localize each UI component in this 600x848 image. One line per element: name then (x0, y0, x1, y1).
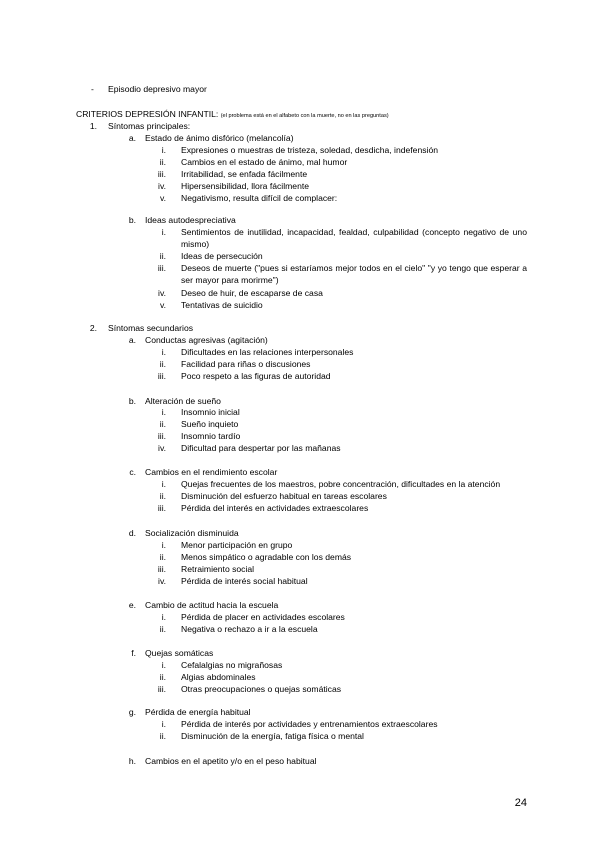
list-item: Pérdida de interés por actividades y entrenamientos extraescolares (181, 719, 438, 729)
list-marker: i. (161, 479, 166, 489)
list-item: Insomnio inicial (181, 407, 240, 417)
list-item: Tentativas de suicidio (181, 300, 263, 310)
list-item: Retraimiento social (181, 564, 255, 574)
s2a-title: Conductas agresivas (agitación) (145, 335, 268, 345)
list-item: Dificultades en las relaciones interpersonales (181, 347, 354, 357)
list-marker: ii. (159, 157, 166, 167)
section-1-title: Síntomas principales: (108, 121, 191, 131)
s2g-title: Pérdida de energía habitual (145, 707, 251, 717)
list-item: Sentimientos de inutilidad, incapacidad, fealdad, culpabilidad (concepto negativo de uno mismo) (181, 227, 527, 249)
intro-text: Episodio depresivo mayor (108, 84, 207, 94)
list-item: Irritabilidad, se enfada fácilmente (181, 169, 308, 179)
list-marker: ii. (159, 731, 166, 741)
list-marker: i. (161, 540, 166, 550)
list-marker: ii. (159, 359, 166, 369)
list-item: Dificultad para despertar por las mañanas (181, 443, 341, 453)
list-marker: v. (159, 193, 166, 203)
list-marker: iii. (157, 503, 166, 513)
s1b-marker: b. (128, 215, 136, 225)
list-item: Cambios en el estado de ánimo, mal humor (181, 157, 348, 167)
list-item: Negativa o rechazo a ir a la escuela (181, 624, 318, 634)
list-item: Deseo de huir, de escaparse de casa (181, 288, 323, 298)
list-item: Pérdida de interés social habitual (181, 576, 308, 586)
list-item: Sueño inquieto (181, 419, 239, 429)
list-marker: iv. (158, 288, 166, 298)
s2c-marker: c. (129, 467, 136, 477)
intro-marker: - (91, 84, 94, 94)
list-item: Otras preocupaciones o quejas somáticas (181, 684, 342, 694)
list-marker: i. (161, 719, 166, 729)
s2b-title: Alteración de sueño (145, 396, 221, 406)
list-marker: iii. (157, 169, 166, 179)
section-2-title: Síntomas secundarios (108, 323, 194, 333)
list-marker: iii. (157, 564, 166, 574)
criteria-note: (el problema está en el alfabeto con la muerte, no en las preguntas) (220, 113, 389, 119)
s2e-marker: e. (128, 600, 136, 610)
s2f-title: Quejas somáticas (145, 648, 214, 658)
list-marker: i. (161, 660, 166, 670)
list-marker: iv. (158, 181, 166, 191)
list-marker: ii. (159, 624, 166, 634)
list-marker: i. (161, 145, 166, 155)
list-item: Poco respeto a las figuras de autoridad (181, 371, 331, 381)
s2g-marker: g. (128, 707, 136, 717)
section-2-marker: 2. (89, 323, 97, 333)
list-marker: ii. (159, 552, 166, 562)
list-item: Expresiones o muestras de tristeza, soledad, desdicha, indefensión (181, 145, 439, 155)
s1a-marker: a. (128, 133, 136, 143)
s2c-title: Cambios en el rendimiento escolar (145, 467, 278, 477)
s2h-title: Cambios en el apetito y/o en el peso habitual (145, 756, 317, 766)
list-item: Pérdida del interés en actividades extraescolares (181, 503, 369, 513)
list-marker: ii. (159, 419, 166, 429)
list-marker: iv. (158, 443, 166, 453)
list-item: Ideas de persecución (181, 251, 263, 261)
s2b-marker: b. (128, 396, 136, 406)
list-marker: i. (161, 227, 166, 237)
list-item: Pérdida de placer en actividades escolares (181, 612, 345, 622)
list-marker: ii. (159, 672, 166, 682)
list-item: Cefalalgias no migrañosas (181, 660, 283, 670)
s2e-title: Cambio de actitud hacia la escuela (145, 600, 279, 610)
list-item: Negativismo, resulta difícil de complacer: (181, 193, 338, 203)
list-item: Insomnio tardío (181, 431, 241, 441)
criteria-title: CRITERIOS DEPRESIÓN INFANTIL: (76, 109, 219, 119)
s1a-title: Estado de ánimo disfórico (melancolía) (145, 133, 294, 143)
list-item: Hipersensibilidad, llora fácilmente (181, 181, 310, 191)
list-item: Facilidad para riñas o discusiones (181, 359, 311, 369)
list-item: Quejas frecuentes de los maestros, pobre concentración, dificultades en la atención (181, 479, 501, 489)
list-item: Disminución del esfuerzo habitual en tareas escolares (181, 491, 387, 501)
s2h-marker: h. (128, 756, 136, 766)
s2d-marker: d. (128, 528, 136, 538)
list-marker: iii. (157, 371, 166, 381)
list-item: Deseos de muerte ("pues si estaríamos mejor todos en el cielo" "y yo tengo que esperar a ser mayor para morirme") (181, 263, 527, 285)
s1b-title: Ideas autodespreciativa (145, 215, 236, 225)
list-marker: ii. (159, 251, 166, 261)
list-marker: iii. (157, 431, 166, 441)
list-item: Menor participación en grupo (181, 540, 293, 550)
list-marker: iii. (157, 684, 166, 694)
page-number: 24 (514, 797, 527, 809)
list-marker: v. (159, 300, 166, 310)
list-item: Disminución de la energía, fatiga física o mental (181, 731, 364, 741)
list-marker: i. (161, 407, 166, 417)
s2d-title: Socialización disminuida (145, 528, 239, 538)
list-marker: i. (161, 347, 166, 357)
s2f-marker: f. (131, 648, 136, 658)
list-marker: iii. (157, 263, 166, 273)
list-item: Menos simpático o agradable con los demás (181, 552, 352, 562)
list-marker: ii. (159, 491, 166, 501)
section-1-marker: 1. (89, 121, 97, 131)
list-marker: i. (161, 612, 166, 622)
s2a-marker: a. (128, 335, 136, 345)
list-marker: iv. (158, 576, 166, 586)
list-item: Algias abdominales (181, 672, 256, 682)
